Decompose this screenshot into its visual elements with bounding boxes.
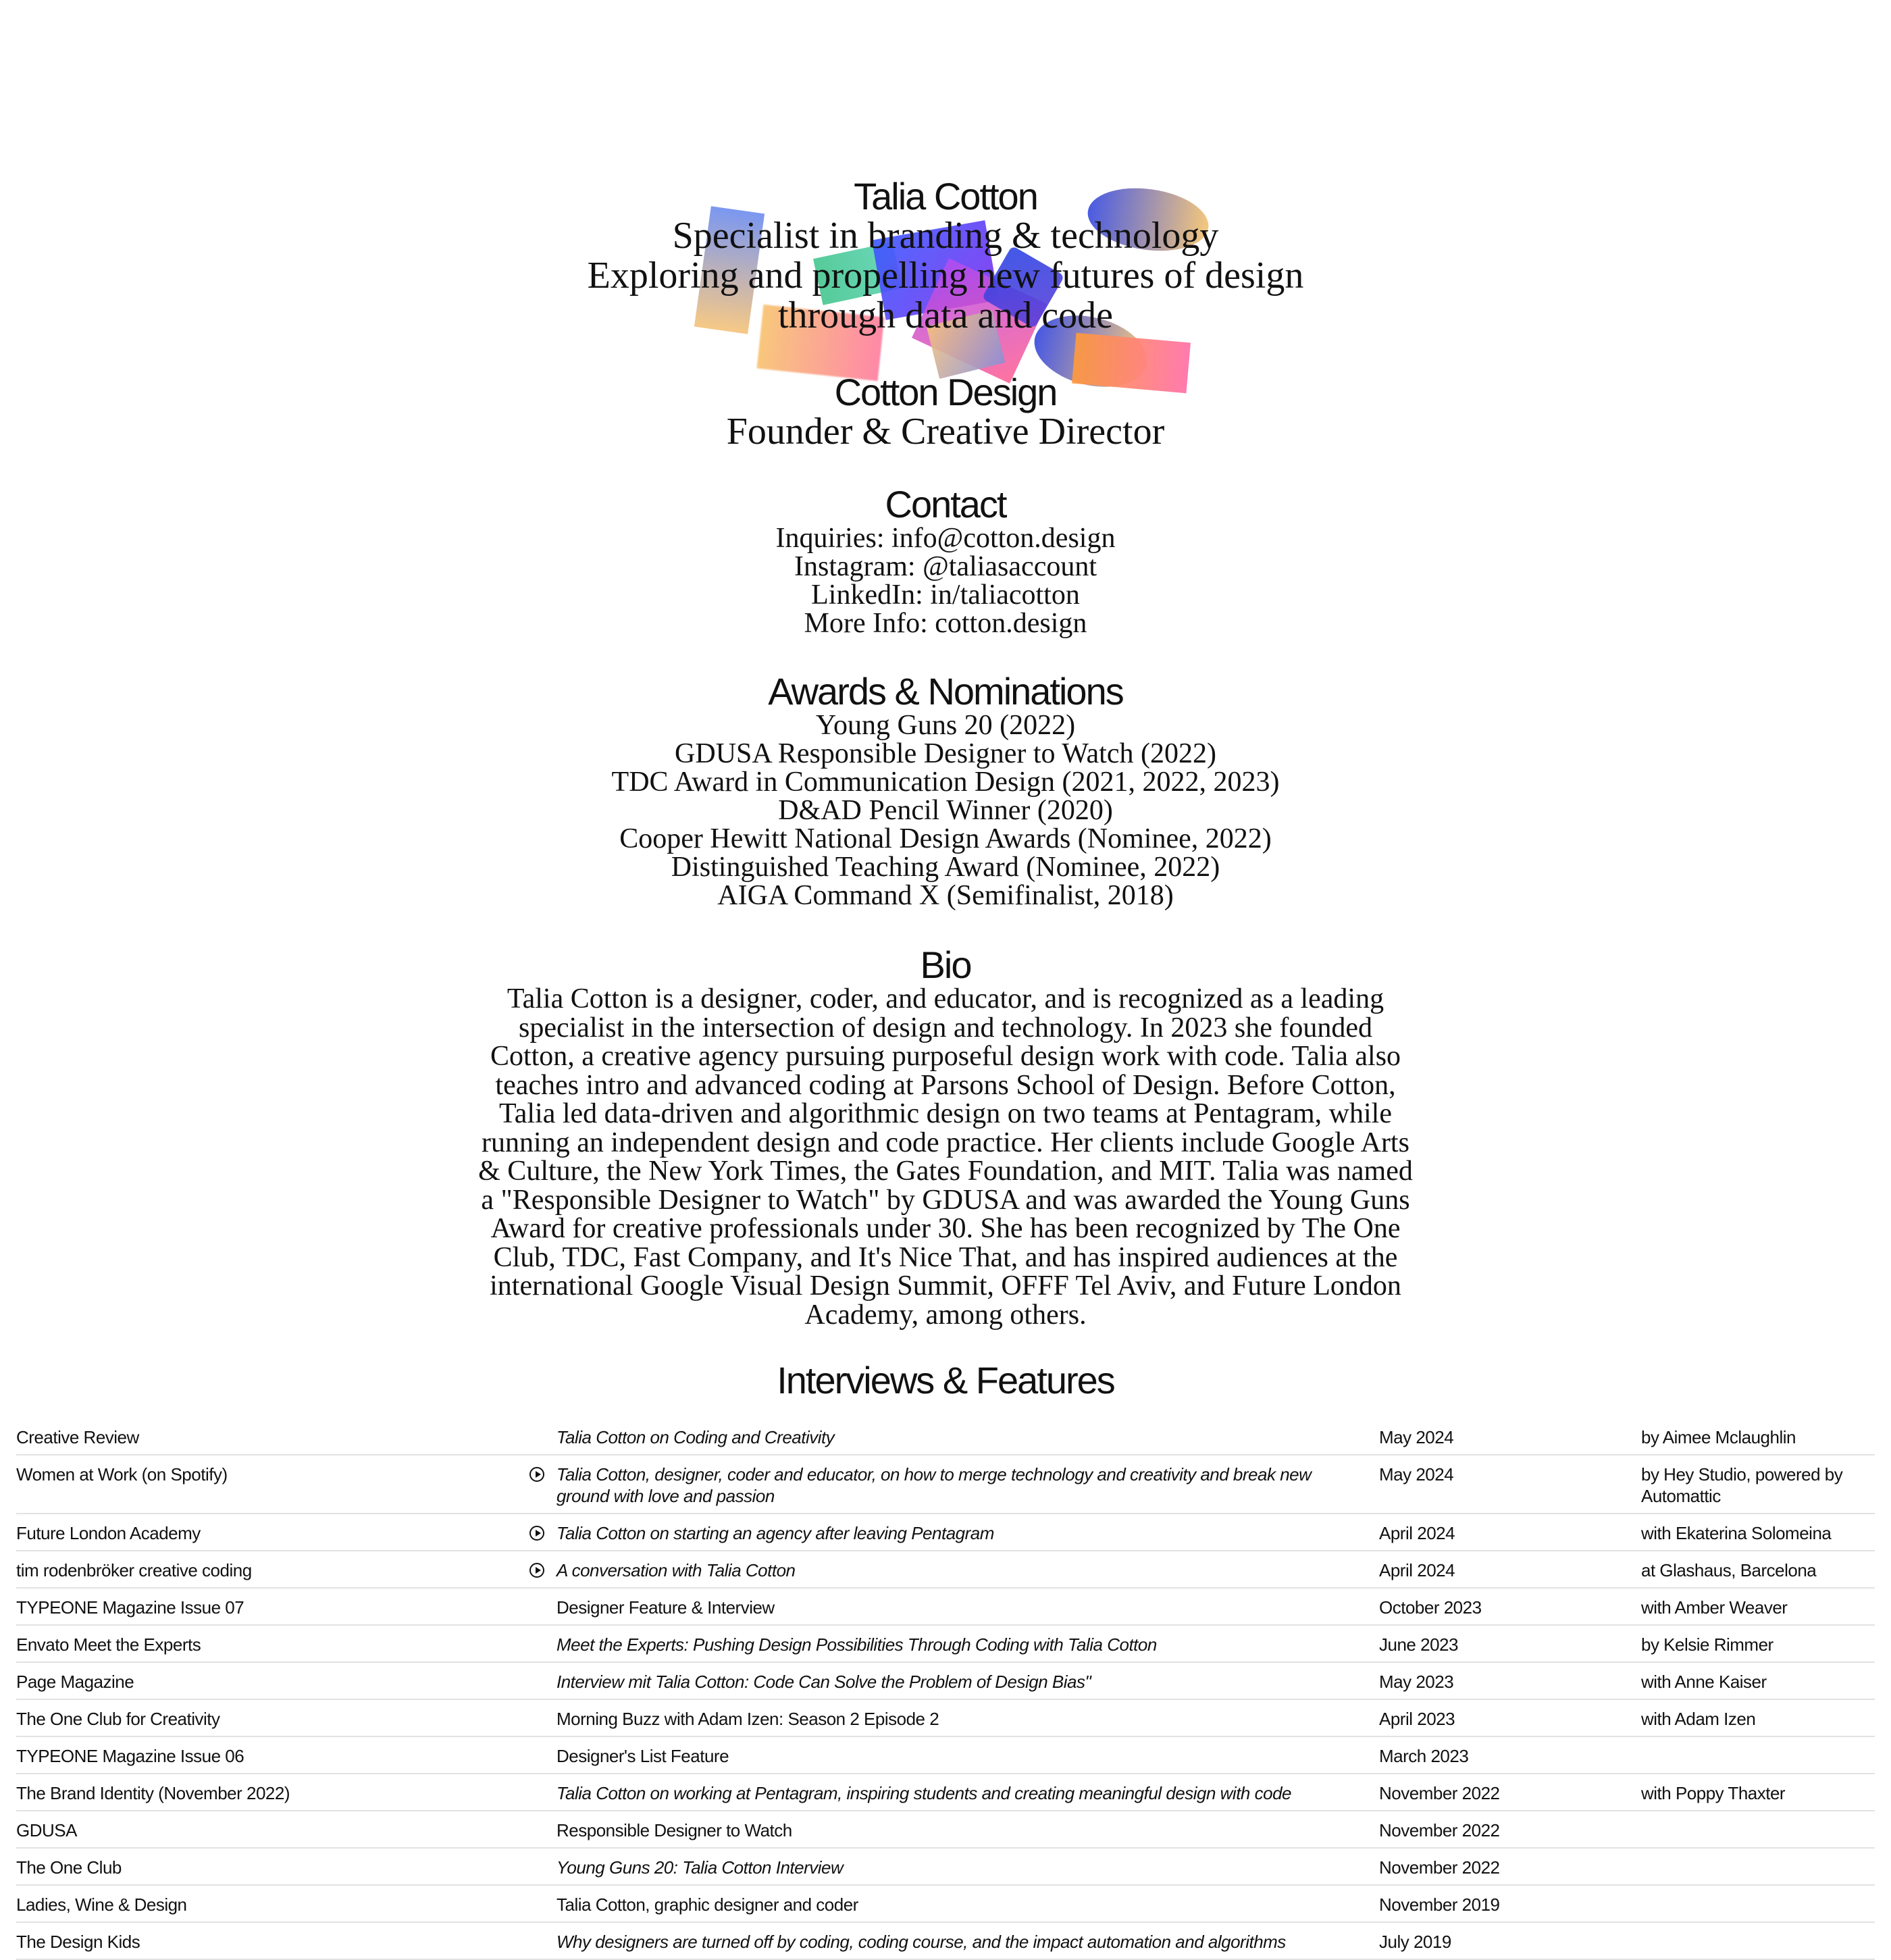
interview-row[interactable] <box>16 1551 1875 1589</box>
interview-date: June 2023 <box>1379 1634 1458 1655</box>
interview-media-cell <box>529 1708 556 1730</box>
interview-date: May 2024 <box>1379 1427 1454 1447</box>
interview-outlet: GDUSA <box>16 1820 77 1840</box>
interview-outlet: The Brand Identity (November 2022) <box>16 1783 290 1803</box>
interview-media-cell <box>529 1820 556 1841</box>
contact-instagram-link[interactable]: Instagram: @taliasaccount <box>794 551 1097 582</box>
contact-more-info-link[interactable]: More Info: cotton.design <box>804 608 1087 639</box>
interview-title-link[interactable]: Morning Buzz with Adam Izen: Season 2 Episode 2 <box>556 1709 939 1729</box>
contact-title: Contact <box>885 483 1006 525</box>
interview-credit <box>1641 1820 1875 1841</box>
interview-media-cell <box>529 1426 556 1448</box>
interview-media-cell <box>529 1522 556 1544</box>
interview-outlet: TYPEONE Magazine Issue 07 <box>16 1597 244 1618</box>
award-item: Young Guns 20 (2022) <box>815 710 1076 741</box>
bio-title: Bio <box>920 944 971 986</box>
interview-row[interactable] <box>16 1514 1875 1551</box>
interview-date: April 2024 <box>1379 1523 1455 1543</box>
interview-row[interactable] <box>16 1849 1875 1886</box>
interview-outlet: TYPEONE Magazine Issue 06 <box>16 1746 244 1766</box>
awards-title: Awards & Nominations <box>768 670 1123 713</box>
award-item: GDUSA Responsible Designer to Watch (2022) <box>675 738 1216 769</box>
interview-date: November 2022 <box>1379 1820 1500 1840</box>
interview-media-cell <box>529 1931 556 1953</box>
interview-row[interactable] <box>16 1737 1875 1774</box>
interview-title-link[interactable]: Interview mit Talia Cotton: Code Can Solve the Problem of Design Bias" <box>556 1672 1091 1692</box>
company-role: Founder & Creative Director <box>726 411 1165 453</box>
interview-outlet: Ladies, Wine & Design <box>16 1894 187 1915</box>
interview-title-link[interactable]: Responsible Designer to Watch <box>556 1820 792 1840</box>
interviews-table <box>16 1418 1875 1960</box>
hero-name: Talia Cotton <box>854 175 1037 217</box>
bio-section <box>0 946 1891 1329</box>
play-icon[interactable] <box>529 1467 544 1482</box>
interview-credit <box>1641 1894 1875 1915</box>
company-name: Cotton Design <box>834 371 1057 413</box>
interview-outlet: Future London Academy <box>16 1523 201 1543</box>
interview-outlet: tim rodenbröker creative coding <box>16 1560 252 1580</box>
hero-tagline-3: through data and code <box>777 294 1114 336</box>
interview-title-link[interactable]: Talia Cotton on working at Pentagram, inspiring students and creating meaningful design with code <box>556 1783 1291 1803</box>
interview-credit: with Ekaterina Solomeina <box>1641 1523 1832 1543</box>
interview-date: July 2019 <box>1379 1932 1451 1952</box>
interview-credit: with Adam Izen <box>1641 1709 1756 1729</box>
interview-row[interactable] <box>16 1811 1875 1849</box>
interview-credit <box>1641 1745 1875 1767</box>
interview-date: April 2024 <box>1379 1560 1455 1580</box>
interview-credit: with Amber Weaver <box>1641 1597 1788 1618</box>
contact-linkedin-link[interactable]: LinkedIn: in/taliacotton <box>811 579 1080 611</box>
interview-title-link[interactable]: Meet the Experts: Pushing Design Possibilities Through Coding with Talia Cotton <box>556 1634 1157 1655</box>
interview-media-cell <box>529 1671 556 1693</box>
interview-row[interactable] <box>16 1700 1875 1737</box>
interview-outlet: Creative Review <box>16 1427 139 1447</box>
interview-row[interactable] <box>16 1626 1875 1663</box>
interview-media-cell <box>529 1597 556 1618</box>
hero-tagline-2: Exploring and propelling new futures of design <box>587 255 1304 296</box>
interview-credit <box>1641 1857 1875 1878</box>
award-item: Cooper Hewitt National Design Awards (Nominee, 2022) <box>619 823 1272 854</box>
interview-media-cell <box>529 1464 556 1507</box>
interview-outlet: Envato Meet the Experts <box>16 1634 201 1655</box>
award-item: Distinguished Teaching Award (Nominee, 2022) <box>671 852 1220 883</box>
interview-title-link[interactable]: Talia Cotton, designer, coder and educator, on how to merge technology and creativity and break new ground with love and passion <box>556 1464 1312 1506</box>
interview-row[interactable] <box>16 1923 1875 1960</box>
interview-row[interactable] <box>16 1886 1875 1923</box>
interview-row[interactable] <box>16 1774 1875 1811</box>
interview-date: October 2023 <box>1379 1597 1482 1618</box>
award-item: D&AD Pencil Winner (2020) <box>778 795 1113 826</box>
interviews-title: Interviews & Features <box>777 1359 1114 1401</box>
hero <box>0 177 1891 336</box>
interview-title-link[interactable]: Talia Cotton, graphic designer and coder <box>556 1894 858 1915</box>
interview-title-link[interactable]: Why designers are turned off by coding, coding course, and the impact automation and algorithms <box>556 1932 1286 1952</box>
interview-credit: by Aimee Mclaughlin <box>1641 1427 1796 1447</box>
interview-outlet: Page Magazine <box>16 1672 134 1692</box>
interview-title-link[interactable]: Talia Cotton on Coding and Creativity <box>556 1427 835 1447</box>
interview-title-link[interactable]: A conversation with Talia Cotton <box>556 1560 796 1580</box>
interview-credit: at Glashaus, Barcelona <box>1641 1560 1817 1580</box>
interview-credit <box>1641 1931 1875 1953</box>
play-icon[interactable] <box>529 1563 544 1578</box>
hero-tagline-1: Specialist in branding & technology <box>672 215 1219 257</box>
award-item: AIGA Command X (Semifinalist, 2018) <box>717 880 1174 911</box>
interview-title-link[interactable]: Talia Cotton on starting an agency after leaving Pentagram <box>556 1523 994 1543</box>
interview-media-cell <box>529 1559 556 1581</box>
interview-row[interactable] <box>16 1589 1875 1626</box>
interview-media-cell <box>529 1857 556 1878</box>
interview-media-cell <box>529 1634 556 1655</box>
interview-credit: with Poppy Thaxter <box>1641 1783 1786 1803</box>
interview-date: May 2023 <box>1379 1672 1454 1692</box>
awards-section <box>0 672 1891 910</box>
interview-title-link[interactable]: Designer's List Feature <box>556 1746 729 1766</box>
interview-row[interactable] <box>16 1663 1875 1700</box>
play-icon[interactable] <box>529 1526 544 1541</box>
interview-title-link[interactable]: Young Guns 20: Talia Cotton Interview <box>556 1857 844 1878</box>
interview-outlet: Women at Work (on Spotify) <box>16 1464 228 1485</box>
interview-credit: by Hey Studio, powered by Automattic <box>1641 1464 1843 1506</box>
interviews-section-header <box>0 1361 1891 1400</box>
interview-date: April 2023 <box>1379 1709 1455 1729</box>
interview-media-cell <box>529 1894 556 1915</box>
interview-row[interactable] <box>16 1455 1875 1514</box>
interview-date: November 2019 <box>1379 1894 1500 1915</box>
interview-media-cell <box>529 1745 556 1767</box>
interview-outlet: The One Club for Creativity <box>16 1709 220 1729</box>
award-item: TDC Award in Communication Design (2021, 2022, 2023) <box>611 767 1280 798</box>
interview-media-cell <box>529 1782 556 1804</box>
interview-date: November 2022 <box>1379 1783 1500 1803</box>
bio-text: Talia Cotton is a designer, coder, and educator, and is recognized as a leading specialist in the intersection of design and technology. In 2023 she founded Cotton, a creative agency pursuing purposeful design work with code. Talia also teaches intro and advanced coding at Parsons School of Design. Before Cotton, Talia led data-driven and algorithmic design on two teams at Pentagram, while running an independent design and code practice. Her clients include Google Arts & Culture, the New York Times, the Gates Foundation, and MIT. Talia was named a "Responsible Designer to Watch" by GDUSA and was awarded the Young Guns Award for creative professionals under 30. She has been recognized by The One Club, TDC, Fast Company, and It's Nice That, and has inspired audiences at the international Google Visual Design Summit, OFFF Tel Aviv, and Future London Academy, among others. <box>478 983 1413 1331</box>
company-section <box>0 373 1891 452</box>
interview-date: May 2024 <box>1379 1464 1454 1485</box>
contact-inquiries-link[interactable]: Inquiries: info@cotton.design <box>775 523 1116 554</box>
interview-date: November 2022 <box>1379 1857 1500 1878</box>
interview-outlet: The Design Kids <box>16 1932 140 1952</box>
contact-section <box>0 485 1891 638</box>
interview-row[interactable] <box>16 1418 1875 1455</box>
interview-credit: with Anne Kaiser <box>1641 1672 1767 1692</box>
interview-credit: by Kelsie Rimmer <box>1641 1634 1773 1655</box>
interview-outlet: The One Club <box>16 1857 122 1878</box>
interview-title-link[interactable]: Designer Feature & Interview <box>556 1597 775 1618</box>
interview-date: March 2023 <box>1379 1746 1469 1766</box>
